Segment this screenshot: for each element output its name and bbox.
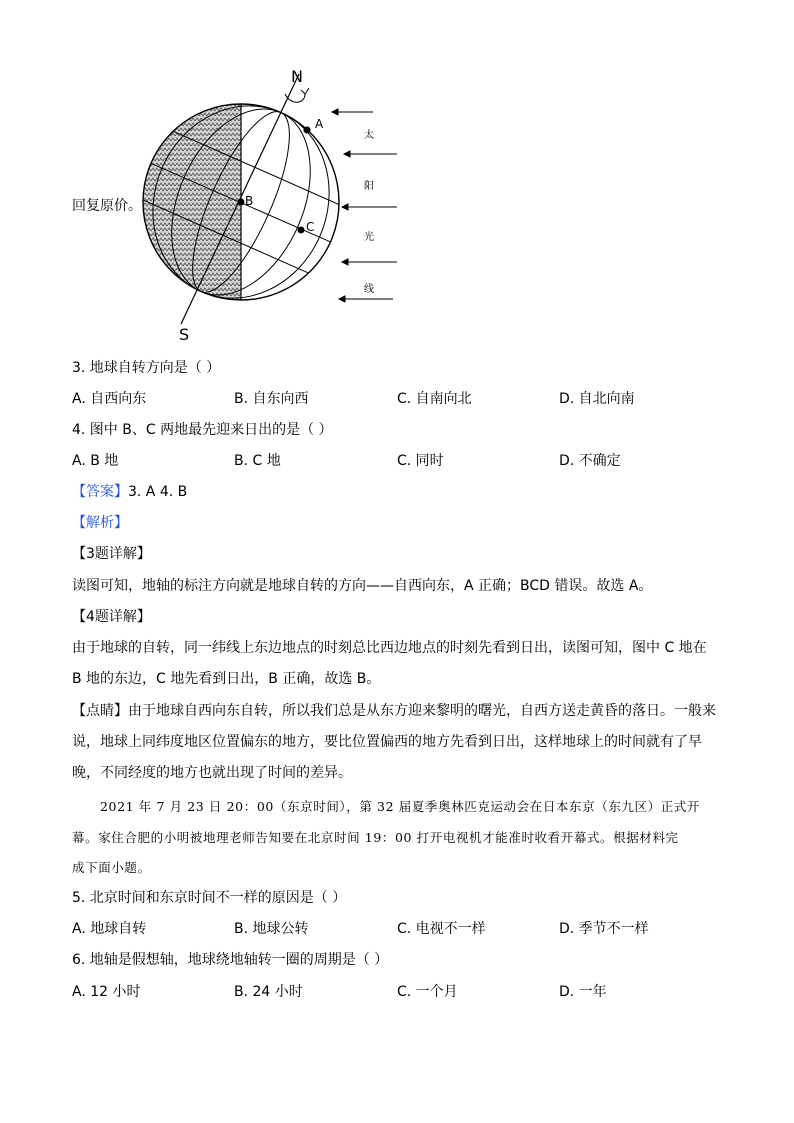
question-3-stem: 3. 地球自转方向是（ ）	[72, 360, 221, 376]
answer-tag: 【答案】	[72, 484, 128, 500]
point-a-marker	[304, 127, 311, 134]
question-3-option-b: B. 自东向西	[234, 391, 309, 407]
north-label: N	[291, 67, 303, 86]
question-6-option-d: D. 一年	[559, 984, 607, 1000]
svg-text:光: 光	[364, 232, 374, 243]
question-3-option-a: A. 自西向东	[72, 391, 147, 407]
intro-tail-text: 回复原价。	[72, 198, 142, 214]
material-line-1: 2021 年 7 月 23 日 20：00（东京时间），第 32 届夏季奥林匹克运动会在日本东京（东九区）正式开	[100, 799, 701, 814]
detail-4-line-1: 由于地球的自转，同一纬线上东边地点的时刻总比西边地点的时刻先看到日出，读图可知，图中 C 地在	[72, 640, 707, 656]
question-4-option-d: D. 不确定	[559, 453, 621, 469]
question-4-option-a: A. B 地	[72, 453, 119, 469]
answer-text: 3. A 4. B	[128, 484, 188, 500]
question-6-option-a: A. 12 小时	[72, 984, 141, 1000]
answer-line	[72, 482, 187, 502]
analysis-tag: 【解析】	[72, 515, 128, 531]
material-line-3: 成下面小题。	[72, 860, 151, 875]
svg-text:阳: 阳	[364, 181, 374, 192]
question-4-stem: 4. 图中 B、C 两地最先迎来日出的是（ ）	[72, 422, 333, 438]
point-b-marker	[238, 199, 245, 206]
detail-4-line-2: B 地的东边，C 地先看到日出，B 正确，故选 B。	[72, 671, 381, 687]
detail-3-text: 读图可知，地轴的标注方向就是地球自转的方向——自西向东，A 正确；BCD 错误。故选 A。	[72, 578, 653, 594]
night-side-shading	[135, 92, 241, 312]
question-5-option-d: D. 季节不一样	[559, 921, 649, 937]
highlight-text-1: 由于地球自西向东自转，所以我们总是从东方迎来黎明的曙光，自西方送走黄昏的落日。一般来	[128, 703, 716, 719]
south-label: S	[179, 325, 190, 344]
question-5-option-b: B. 地球公转	[234, 921, 309, 937]
question-6-option-c: C. 一个月	[397, 984, 458, 1000]
detail-4-tag: 【4题详解】	[72, 609, 151, 625]
highlight-tag: 【点睛】	[72, 703, 128, 719]
detail-3-tag: 【3题详解】	[72, 546, 151, 562]
question-6-option-b: B. 24 小时	[234, 984, 303, 1000]
question-5-option-a: A. 地球自转	[72, 921, 147, 937]
svg-text:线: 线	[364, 284, 374, 295]
point-a-label: A	[315, 117, 324, 131]
question-5-option-c: C. 电视不一样	[397, 921, 486, 937]
question-4-option-b: B. C 地	[234, 453, 281, 469]
question-3-option-c: C. 自南向北	[397, 391, 472, 407]
highlight-line-1	[72, 701, 716, 721]
material-line-2: 幕。家住合肥的小明被地理老师告知要在北京时间 19：00 打开电视机才能准时收看开幕式。根据材料完	[72, 830, 679, 845]
svg-text:太: 太	[364, 130, 374, 141]
question-3-option-d: D. 自北向南	[559, 391, 635, 407]
question-6-stem: 6. 地轴是假想轴，地球绕地轴转一圈的周期是（ ）	[72, 952, 389, 968]
sunlight-label	[364, 128, 374, 295]
earth-rotation-diagram	[135, 62, 455, 352]
point-c-marker	[298, 227, 305, 234]
point-c-label: C	[306, 220, 315, 234]
question-5-stem: 5. 北京时间和东京时间不一样的原因是（ ）	[72, 890, 347, 906]
highlight-line-3: 晚，不同经度的地方也就出现了时间的差异。	[72, 765, 352, 781]
question-4-option-c: C. 同时	[397, 453, 444, 469]
highlight-line-2: 说，地球上同纬度地区位置偏东的地方，要比位置偏西的地方先看到日出，这样地球上的时间就有了早	[72, 734, 702, 750]
point-b-label: B	[245, 194, 254, 208]
